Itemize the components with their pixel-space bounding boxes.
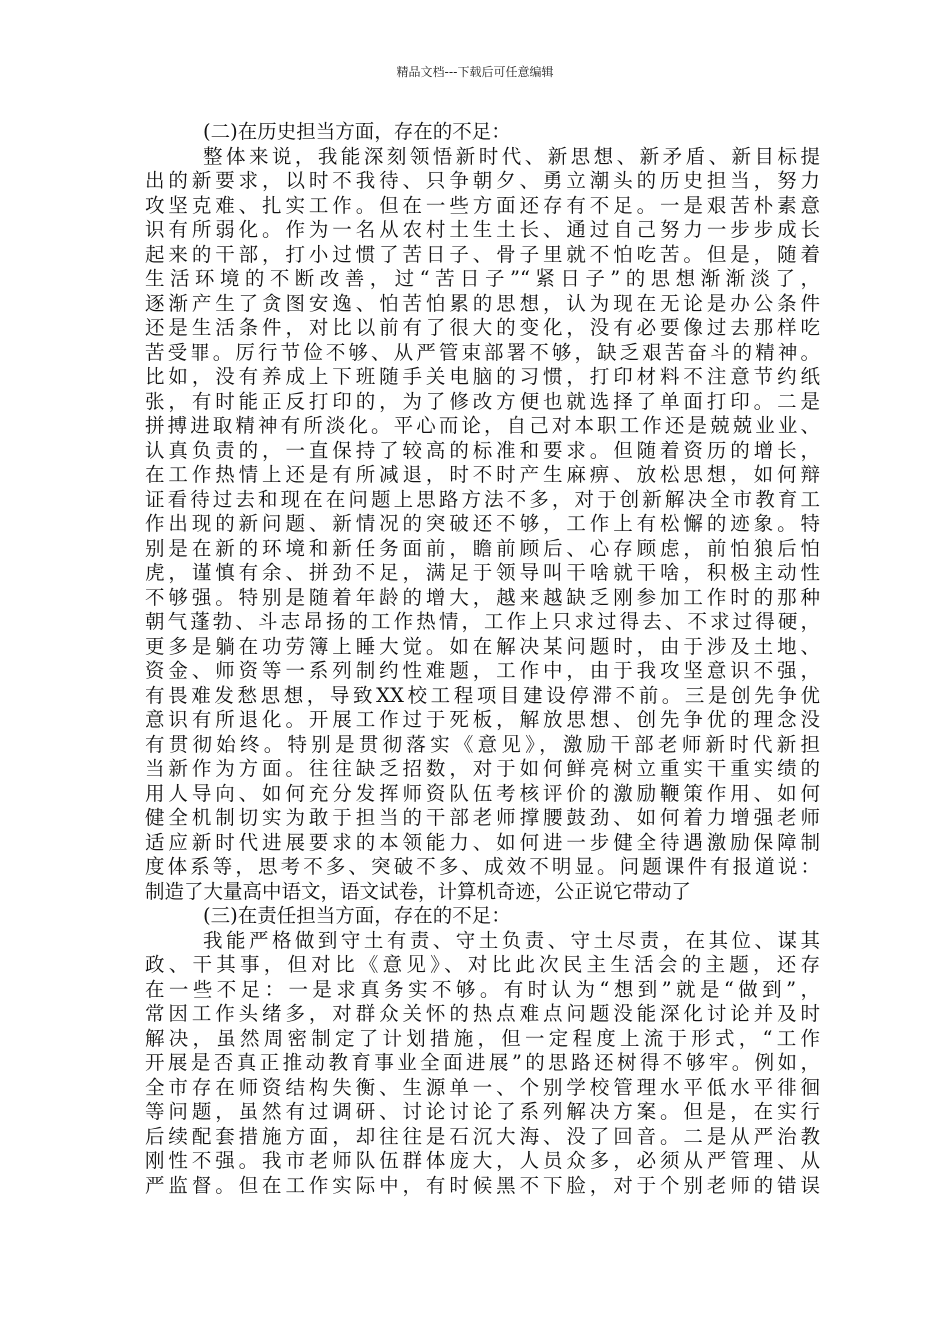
- text-line: 出的新要求，以时不我待、只争朝夕、勇立潮头的历史担当，努力: [145, 169, 820, 192]
- text-line: 拼搏进取精神有所淡化。平心而论，自己对本职工作还是兢兢业业、: [145, 414, 820, 437]
- text-line: 健全机制切实为敢于担当的干部老师撑腰鼓劲、如何着力增强老师: [145, 806, 820, 829]
- document-body: [145, 120, 820, 1198]
- text-line: 有贯彻始终。特别是贯彻落实《意见》，激励干部老师新时代新担: [145, 732, 820, 756]
- text-line: 虎，谨慎有余、拼劲不足，满足于领导叫干啥就干啥，积极主动性: [145, 561, 820, 584]
- text-line: 度体系等，思考不多、突破不多、成效不明显。问题课件有报道说：: [145, 855, 820, 878]
- text-line: 苦受罪。厉行节俭不够、从严管束部署不够，缺乏艰苦奋斗的精神。: [145, 340, 820, 364]
- text-line: 适应新时代进展要求的本领能力、如何进一步健全待遇激励保障制: [145, 830, 820, 854]
- text-line: 还是生活条件，对比以前有了很大的变化，没有必要像过去那样吃: [145, 316, 820, 339]
- text-line: 全市存在师资结构失衡、生源单一、个别学校管理水平低水平徘徊: [145, 1075, 820, 1099]
- text-line: 攻坚克难、扎实工作。但在一些方面还存有不足。一是艰苦朴素意: [145, 193, 820, 217]
- section-3-heading: (三)在责任担当方面，存在的不足：: [203, 904, 511, 927]
- text-line: 等问题，虽然有过调研、讨论讨论了系列解决方案。但是，在实行: [145, 1100, 820, 1123]
- text-line: 资金、师资等一系列制约性难题，工作中，由于我攻坚意识不强，: [145, 659, 820, 682]
- text-line: 逐渐产生了贪图安逸、怕苦怕累的思想，认为现在无论是办公条件: [145, 291, 820, 315]
- text-line: 在一些不足：一是求真务实不够。有时认为“想到”就是“做到”，: [145, 977, 820, 1001]
- text-line: 用人导向、如何充分发挥师资队伍考核评价的激励鞭策作用、如何: [145, 781, 820, 805]
- text-line: 制造了大量高中语文，语文试卷，计算机奇迹，公正说它带动了: [145, 879, 692, 903]
- text-line: 认真负责的，一直保持了较高的标准和要求。但随着资历的增长，: [145, 438, 820, 462]
- text-line: 常因工作头绪多，对群众关怀的热点难点问题没能深化讨论并及时: [145, 1002, 820, 1025]
- text-line: 识有所弱化。作为一名从农村土生土长、通过自己努力一步步成长: [145, 218, 820, 241]
- text-line: 严监督。但在工作实际中，有时候黑不下脸，对于个别老师的错误: [145, 1173, 820, 1197]
- section-2-heading: (二)在历史担当方面，存在的不足：: [203, 120, 511, 143]
- text-line: 别是在新的环境和新任务面前，瞻前顾后、心存顾虑，前怕狼后怕: [145, 536, 820, 560]
- text-line: 不够强。特别是随着年龄的增大，越来越缺乏刚参加工作时的那种: [145, 585, 820, 609]
- text-line: 解决，虽然周密制定了计划措施，但一定程度上流于形式，“工作: [145, 1026, 820, 1050]
- text-line: 更多是躺在功劳簿上睡大觉。如在解决某问题时，由于涉及土地、: [145, 634, 820, 658]
- text-line: 后续配套措施方面，却往往是石沉大海、没了回音。二是从严治教: [145, 1124, 820, 1148]
- text-line: 开展是否真正推动教育事业全面进展”的思路还树得不够牢。例如，: [145, 1051, 820, 1074]
- page-header: 精品文档---下载后可任意编辑: [396, 65, 554, 79]
- text-line: 当新作为方面。往往缺乏招数，对于如何鲜亮树立重实干重实绩的: [145, 757, 820, 780]
- text-line: 起来的干部，打小过惯了苦日子、骨子里就不怕吃苦。但是，随着: [145, 242, 820, 266]
- text-line: 我能严格做到守土有责、守土负责、守土尽责，在其位、谋其: [203, 928, 820, 952]
- section-2-paragraph: [145, 145, 820, 905]
- text-line: 政、干其事，但对比《意见》、对比此次民主生活会的主题，还存: [145, 953, 820, 976]
- text-line: 刚性不强。我市老师队伍群体庞大，人员众多，必须从严管理、从: [145, 1149, 820, 1172]
- text-line: 朝气蓬勃、斗志昂扬的工作热情，工作上只求过得去、不求过得硬，: [145, 610, 820, 633]
- text-line: 张，有时能正反打印的，为了修改方便也就选择了单面打印。二是: [145, 389, 820, 413]
- text-line: 整体来说，我能深刻领悟新时代、新思想、新矛盾、新目标提: [203, 144, 820, 168]
- section-3-paragraph: [145, 929, 820, 1199]
- text-line: 作出现的新问题、新情况的突破还不够，工作上有松懈的迹象。特: [145, 512, 820, 535]
- text-line: 意识有所退化。开展工作过于死板，解放思想、创先争优的理念没: [145, 708, 820, 731]
- text-line: 比如，没有养成上下班随手关电脑的习惯，打印材料不注意节约纸: [145, 365, 820, 388]
- text-line: 生活环境的不断改善，过“苦日子”“紧日子”的思想渐渐淡了，: [145, 267, 820, 290]
- text-line: 有畏难发愁思想，导致XX校工程项目建设停滞不前。三是创先争优: [145, 683, 820, 707]
- text-line: 证看待过去和现在在问题上思路方法不多，对于创新解决全市教育工: [145, 487, 820, 511]
- text-line: 在工作热情上还是有所减退，时不时产生麻痹、放松思想，如何辩: [145, 463, 820, 486]
